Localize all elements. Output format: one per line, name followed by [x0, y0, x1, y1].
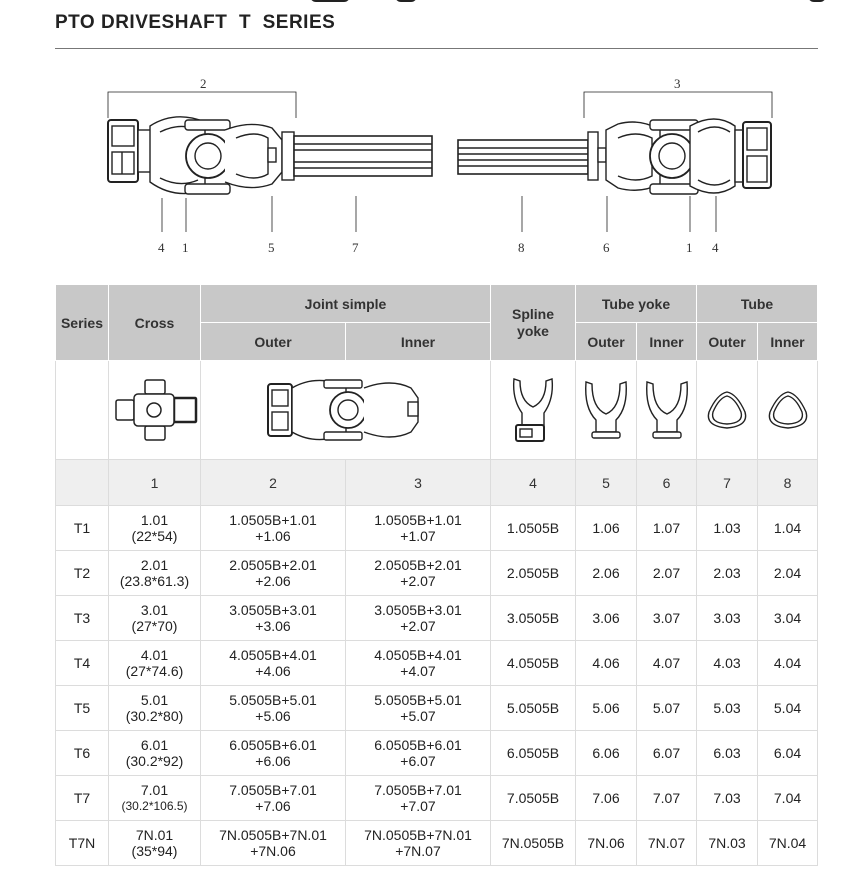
cross-cell: 7N.01 (35*94)	[109, 821, 201, 866]
series-cell: T4	[56, 641, 109, 686]
tube-yoke-inner-image	[637, 361, 697, 460]
joint-outer-cell: 7.0505B+7.01 +7.06	[201, 776, 346, 821]
diagram-label-1: 1	[182, 240, 189, 255]
joint-inner-cell: 7.0505B+7.01 +7.07	[346, 776, 491, 821]
joint-outer-cell: 5.0505B+5.01 +5.06	[201, 686, 346, 731]
header-joint-outer: Outer	[201, 323, 346, 361]
table-row	[56, 551, 818, 596]
tube-outer-cell: 5.03	[697, 686, 758, 731]
joint-outer-cell: 7N.0505B+7N.01 +7N.06	[201, 821, 346, 866]
joint-outer-cell: 6.0505B+6.01 +6.06	[201, 731, 346, 776]
spline-yoke-cell: 3.0505B	[491, 596, 576, 641]
joint-outer-cell: 3.0505B+3.01 +3.06	[201, 596, 346, 641]
tube-yoke-inner-cell: 7N.07	[637, 821, 697, 866]
header-tube-yoke: Tube yoke	[576, 285, 697, 323]
cross-cell: 7.01 (30.2*106.5)	[109, 776, 201, 821]
tube-yoke-inner-cell: 2.07	[637, 551, 697, 596]
diagram-label-3: 3	[674, 76, 681, 91]
series-cell: T6	[56, 731, 109, 776]
table-row	[56, 686, 818, 731]
joint-inner-cell: 7N.0505B+7N.01 +7N.07	[346, 821, 491, 866]
spline-yoke-cell: 4.0505B	[491, 641, 576, 686]
tube-inner-cell: 7.04	[758, 776, 818, 821]
spline-yoke-cell: 7.0505B	[491, 776, 576, 821]
tube-yoke-inner-cell: 3.07	[637, 596, 697, 641]
spec-table	[55, 284, 818, 866]
diagram-label-1: 1	[686, 240, 693, 255]
spline-yoke-cell: 5.0505B	[491, 686, 576, 731]
empty-cell	[56, 361, 109, 460]
image-row	[56, 361, 818, 460]
tube-yoke-outer-cell: 3.06	[576, 596, 637, 641]
cross-cell: 2.01 (23.8*61.3)	[109, 551, 201, 596]
tube-yoke-outer-image	[576, 361, 637, 460]
series-cell: T7	[56, 776, 109, 821]
spline-yoke-image	[491, 361, 576, 460]
diagram-label-6: 6	[603, 240, 610, 255]
tube-inner-cell: 2.04	[758, 551, 818, 596]
tube-yoke-outer-cell: 5.06	[576, 686, 637, 731]
joint-inner-cell: 2.0505B+2.01 +2.07	[346, 551, 491, 596]
tube-outer-cell: 2.03	[697, 551, 758, 596]
data-rows	[56, 506, 818, 866]
header-tube-inner: Inner	[758, 323, 818, 361]
tube-outer-cell: 1.03	[697, 506, 758, 551]
tube-outer-cell: 6.03	[697, 731, 758, 776]
tube-yoke-outer-cell: 2.06	[576, 551, 637, 596]
joint-simple-image	[201, 361, 491, 460]
diagram-label-4: 4	[158, 240, 165, 255]
diagram-label-5: 5	[268, 240, 275, 255]
header-cross: Cross	[109, 285, 201, 361]
page-title: PTO DRIVESHAFT T SERIES	[55, 12, 336, 33]
joint-inner-cell: 6.0505B+6.01 +6.07	[346, 731, 491, 776]
joint-outer-cell: 1.0505B+1.01 +1.06	[201, 506, 346, 551]
table-row	[56, 641, 818, 686]
cross-cell: 5.01 (30.2*80)	[109, 686, 201, 731]
header-joint-inner: Inner	[346, 323, 491, 361]
header-tube-outer: Outer	[697, 323, 758, 361]
column-number: 1	[109, 460, 201, 506]
tube-outer-cell: 7.03	[697, 776, 758, 821]
table-row	[56, 731, 818, 776]
tube-inner-cell: 4.04	[758, 641, 818, 686]
table-row	[56, 596, 818, 641]
tube-yoke-inner-cell: 1.07	[637, 506, 697, 551]
header-series: Series	[56, 285, 109, 361]
cross-cell: 1.01 (22*54)	[109, 506, 201, 551]
tube-yoke-outer-cell: 6.06	[576, 731, 637, 776]
top-cropped-shape	[310, 0, 350, 2]
column-number: 3	[346, 460, 491, 506]
tube-inner-cell: 6.04	[758, 731, 818, 776]
cross-cell: 3.01 (27*70)	[109, 596, 201, 641]
joint-inner-cell: 1.0505B+1.01 +1.07	[346, 506, 491, 551]
series-cell: T5	[56, 686, 109, 731]
header-tube: Tube	[697, 285, 818, 323]
tube-yoke-inner-cell: 4.07	[637, 641, 697, 686]
spline-yoke-cell: 6.0505B	[491, 731, 576, 776]
spline-yoke-cell: 2.0505B	[491, 551, 576, 596]
series-cell: T7N	[56, 821, 109, 866]
tube-inner-cell: 3.04	[758, 596, 818, 641]
tube-inner-cell: 1.04	[758, 506, 818, 551]
header-spline-yoke: Spline yoke	[491, 285, 576, 361]
column-number: 4	[491, 460, 576, 506]
series-cell: T2	[56, 551, 109, 596]
joint-outer-cell: 2.0505B+2.01 +2.06	[201, 551, 346, 596]
tube-inner-image	[758, 361, 818, 460]
column-number: 5	[576, 460, 637, 506]
column-number: 7	[697, 460, 758, 506]
tube-yoke-inner-cell: 7.07	[637, 776, 697, 821]
cross-cell: 4.01 (27*74.6)	[109, 641, 201, 686]
table-row	[56, 776, 818, 821]
left-joint-drawing	[108, 92, 432, 232]
joint-inner-cell: 5.0505B+5.01 +5.07	[346, 686, 491, 731]
title-divider	[55, 48, 818, 49]
diagram-label-4: 4	[712, 240, 719, 255]
column-number: 8	[758, 460, 818, 506]
driveshaft-diagram	[0, 60, 854, 275]
joint-outer-cell: 4.0505B+4.01 +4.06	[201, 641, 346, 686]
tube-yoke-inner-cell: 5.07	[637, 686, 697, 731]
top-cropped-shape	[395, 0, 417, 2]
spline-yoke-cell: 7N.0505B	[491, 821, 576, 866]
series-cell: T1	[56, 506, 109, 551]
series-cell: T3	[56, 596, 109, 641]
column-number: 6	[637, 460, 697, 506]
diagram-label-7: 7	[352, 240, 359, 255]
tube-outer-cell: 3.03	[697, 596, 758, 641]
tube-yoke-inner-cell: 6.07	[637, 731, 697, 776]
header-tube-yoke-outer: Outer	[576, 323, 637, 361]
tube-yoke-outer-cell: 7.06	[576, 776, 637, 821]
header-joint-simple: Joint simple	[201, 285, 491, 323]
spline-yoke-cell: 1.0505B	[491, 506, 576, 551]
diagram-label-2: 2	[200, 76, 207, 91]
diagram-label-8: 8	[518, 240, 525, 255]
tube-outer-cell: 4.03	[697, 641, 758, 686]
empty-cell	[56, 460, 109, 506]
cross-cell: 6.01 (30.2*92)	[109, 731, 201, 776]
table-row	[56, 506, 818, 551]
top-cropped-shape	[808, 0, 826, 2]
table-row	[56, 821, 818, 866]
header-tube-yoke-inner: Inner	[637, 323, 697, 361]
joint-inner-cell: 3.0505B+3.01 +2.07	[346, 596, 491, 641]
tube-outer-cell: 7N.03	[697, 821, 758, 866]
tube-yoke-outer-cell: 1.06	[576, 506, 637, 551]
tube-yoke-outer-cell: 4.06	[576, 641, 637, 686]
column-number: 2	[201, 460, 346, 506]
tube-inner-cell: 5.04	[758, 686, 818, 731]
tube-yoke-outer-cell: 7N.06	[576, 821, 637, 866]
right-joint-drawing	[458, 92, 772, 232]
joint-inner-cell: 4.0505B+4.01 +4.07	[346, 641, 491, 686]
cross-image	[109, 361, 201, 460]
tube-inner-cell: 7N.04	[758, 821, 818, 866]
column-number-row	[56, 460, 818, 506]
tube-outer-image	[697, 361, 758, 460]
